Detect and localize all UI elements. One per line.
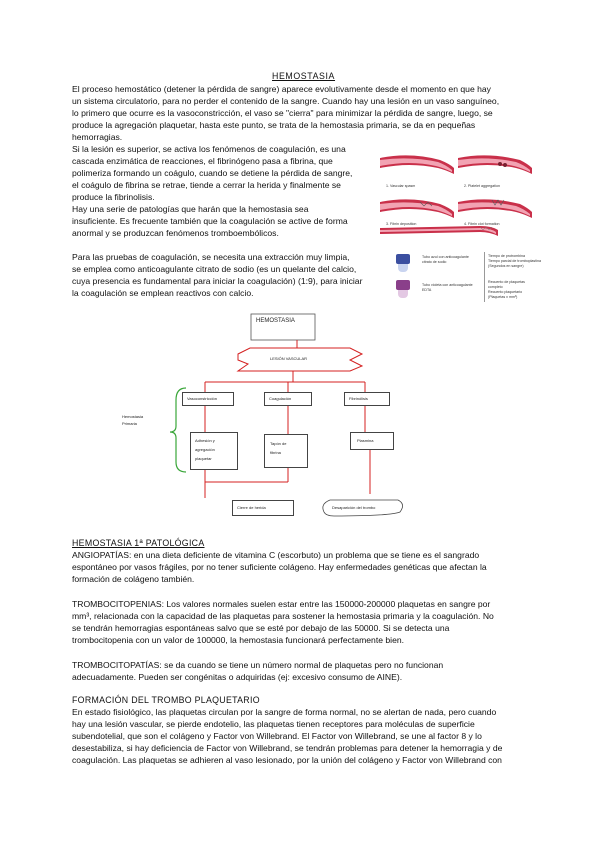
- violet-tube-cap-icon: [396, 280, 410, 290]
- blue-tube-cap-icon: [396, 254, 410, 264]
- vessel-stage-4: [458, 199, 532, 218]
- test-note: (Plaquetas x mm³): [488, 295, 518, 299]
- test-note: Recuento plaquetario: [488, 290, 523, 294]
- flowchart-side-label: Hemostasia: [122, 414, 144, 419]
- section-heading: HEMOSTASIA 1ª PATOLÓGICA: [72, 538, 205, 548]
- blue-tube-body-icon: [398, 264, 408, 272]
- text-line: Hay una serie de patologías que harán que la hemostasia sea: [72, 204, 309, 214]
- caption-stage-1: 1. Vascular spasm: [386, 184, 416, 188]
- text-line: produce la agregación plaquetar, hasta este punto, se trata de la hemostasia primaria, se da en pequeñas: [72, 120, 476, 130]
- branch-label: Vasoconstricción: [187, 396, 217, 401]
- hemostasis-illustration: [380, 146, 532, 238]
- divider: [484, 252, 485, 302]
- text-line: cascada enzimática de reacciones, el fibrinógeno pasa a fibrina, que: [72, 156, 333, 166]
- text-line: el coágulo de fibrina se retrae, tiende a cerrar la herida y finalmente se: [72, 180, 341, 190]
- text-line: insuficiente. Es frecuente también que la coagulación se active de forma: [72, 216, 348, 226]
- text-line: subendotelial, que son el colágeno y Factor von Willebrand. El Factor von Willebrand, se une al factor 8 y lo: [72, 731, 482, 741]
- text-line: anormal y se produzcan fenómenos tromboembólicos.: [72, 228, 279, 238]
- text-line: coagulación. Las plaquetas se adhieren al vaso lesionado, por la unión del colágeno y Factor von Willebrand con: [72, 755, 502, 765]
- flowchart-banner: LESIÓN VASCULAR: [270, 356, 308, 361]
- result-label: Adhesión y: [195, 438, 215, 443]
- flowchart-side-label: Primaria: [122, 421, 137, 426]
- text-line: formación de colágeno también.: [72, 574, 195, 584]
- text-line: TROMBOCITOPENIAS: Los valores normales suelen estar entre las 150000-200000 plaquetas en sangre por: [72, 599, 491, 609]
- text-line: adecuadamente. Pueden ser congénitas o adquiridas (ej: excesivo consumo de AINE).: [72, 672, 403, 682]
- result-label: agregación: [195, 447, 215, 452]
- text-line: lo primero que ocurre es la vasoconstricción, el vaso se "cierra" para minimizar la pérdida de sangre, luego, se: [72, 108, 493, 118]
- result-label: Tapón de: [270, 441, 287, 446]
- result-box-fibrin: [264, 434, 308, 468]
- violet-tube-body-icon: [398, 290, 408, 298]
- violet-tube-label: Tubo violeta con anticoagulante: [422, 283, 473, 287]
- violet-tube-label: EDTA: [422, 288, 432, 292]
- text-line: hemorragias.: [72, 132, 123, 142]
- branch-label: Fibrinólisis: [349, 396, 368, 401]
- blue-tube-label: citrato de sodio: [422, 260, 447, 264]
- test-note: Tiempo parcial de tromboplastina: [488, 259, 542, 263]
- vessel-long: [380, 226, 498, 236]
- test-note: Tiempo de protrombina: [488, 254, 526, 258]
- vessel-stage-3: [380, 199, 454, 218]
- result-box-plasmin: [350, 432, 394, 450]
- text-line: En estado fisiológico, las plaquetas circulan por la sangre de forma normal, no se alertan de nada, pero cuando: [72, 707, 497, 717]
- text-line: trombocitopenia con un valor de 100000, la hemostasia funcionará perfectamente bien.: [72, 635, 405, 645]
- text-line: produce la fibrinolisis.: [72, 192, 155, 202]
- result-label: fibrina: [270, 450, 281, 455]
- blue-tube-label: Tubo azul con anticoagulante: [422, 255, 469, 259]
- result-box-platelet: [190, 432, 238, 470]
- test-note: completo: [488, 285, 503, 289]
- blood-tubes-figure: [380, 250, 542, 304]
- text-line: ANGIOPATÍAS: en una dieta deficiente de vitamina C (escorbuto) un problema que se tiene es el sangrado: [72, 550, 480, 560]
- text-line: un sistema circulatorio, para no perder el contenido de la sangre. Cuando hay una lesión en un vaso sanguíneo,: [72, 96, 500, 106]
- text-line: TROMBOCITOPATÍAS: se da cuando se tiene un número normal de plaquetas pero no funcionan: [72, 660, 444, 670]
- result-label: plaquetar: [195, 456, 212, 461]
- text-line: se emplea como anticoagulante citrato de sodio (es un quelante del calcio,: [72, 264, 357, 274]
- vessel-stage-1: [380, 155, 454, 174]
- flowchart-connectors: [120, 308, 410, 528]
- test-note: Recuento de plaquetas: [488, 280, 525, 284]
- branch-box-fibrinolysis: [344, 392, 390, 406]
- branch-box-vasoconstriction: [182, 392, 234, 406]
- caption-stage-2: 2. Platelet aggregation: [464, 184, 500, 188]
- page-title: HEMOSTASIA: [272, 71, 336, 81]
- branch-label: Coagulación: [269, 396, 292, 401]
- vessel-stage-2: [458, 155, 532, 174]
- hemostasis-flowchart: [120, 308, 410, 528]
- text-line: espontáneo por vasos frágiles, por no tener suficiente colágeno. Hay enfermedades genéticas que afectan la: [72, 562, 487, 572]
- result-box-wound-closure: [232, 500, 294, 516]
- test-note: (Segundos en sangre): [488, 264, 524, 268]
- caption-stage-4: 4. Fibrin clot formation: [464, 222, 500, 226]
- text-line: se tendrán hemorragias espontáneas salvo que se esté por debajo de las 50000. Si se detecta una: [72, 623, 450, 633]
- text-line: El proceso hemostático (detener la pérdida de sangre) aparece evolutivamente desde el momento en que hay: [72, 84, 491, 94]
- section-heading: FORMACIÓN DEL TROMBO PLAQUETARIO: [72, 695, 260, 705]
- text-line: Si la lesión es superior, se activa los fenómenos de coagulación, es una: [72, 144, 346, 154]
- text-line: polimeriza formando un coágulo, cuando se detiene la pérdida de sangre,: [72, 168, 353, 178]
- result-label: Plasmina: [357, 438, 374, 443]
- text-line: la coagulación se emplean reactivos con calcio.: [72, 288, 254, 298]
- text-line: desestabiliza, si hay deficiencia de Factor von Willebrand, se tendrán problemas para detener la hemorragia y de: [72, 743, 503, 753]
- flowchart-top-label: HEMOSTASIA: [256, 318, 295, 324]
- thrombus-disappearance-label: Desaparición del trombo: [332, 505, 376, 510]
- text-line: Para las pruebas de coagulación, se necesita una extracción muy limpia,: [72, 252, 350, 262]
- result-label: Cierre de herida: [237, 505, 266, 510]
- text-line: cuya presencia es fundamental para iniciar la coagulación) (1:9), para iniciar: [72, 276, 363, 286]
- caption-stage-3: 3. Fibrin deposition: [386, 222, 417, 226]
- text-line: mm³, relacionada con la capacidad de las plaquetas para sostener la hemostasia primaria y la coagulación. No: [72, 611, 494, 621]
- branch-box-coagulation: [264, 392, 312, 406]
- text-line: hay una lesión vascular, se pierde endotelio, las plaquetas tienen receptores para moléculas de superficie: [72, 719, 475, 729]
